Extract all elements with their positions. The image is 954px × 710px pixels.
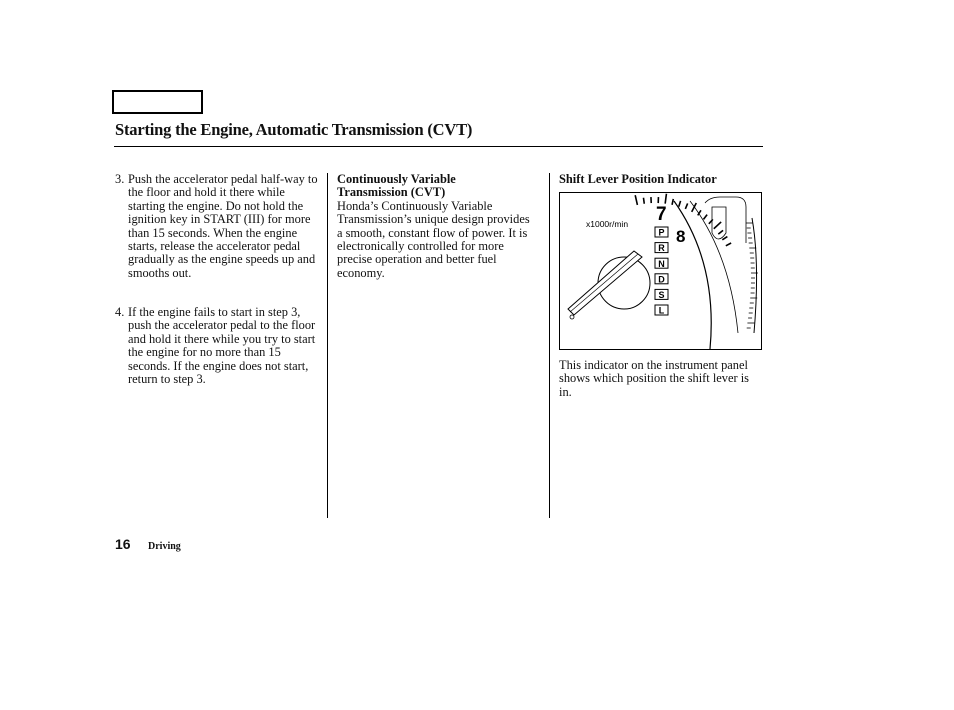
page-title: Starting the Engine, Automatic Transmission (CVT) xyxy=(115,120,473,139)
instrument-panel-figure xyxy=(559,192,762,350)
needle-pivot xyxy=(570,315,574,319)
step-4 xyxy=(115,306,320,386)
tach-inner-arc xyxy=(690,201,738,333)
instrument-panel-illustration xyxy=(560,193,761,349)
svg-text:L: L xyxy=(658,305,665,316)
gear-indicator-s xyxy=(655,289,668,300)
gear-indicator-d xyxy=(655,274,668,285)
cvt-body: Honda’s Continuously Variable Transmission’s unique design provides a smooth, constant flow of power. It is electronically controlled for more precise operation and better fuel economy. xyxy=(337,198,530,280)
shift-indicator-caption: This indicator on the instrument panel shows which position the shift lever is in. xyxy=(559,358,749,399)
step-3-number: 3. xyxy=(115,172,125,186)
svg-text:N: N xyxy=(658,258,665,269)
column-divider-1 xyxy=(327,173,328,518)
tach-number-7: 7 xyxy=(656,204,667,225)
cvt-heading-line2: Transmission (CVT) xyxy=(337,185,446,200)
tach-number-8: 8 xyxy=(676,227,686,246)
column-2 xyxy=(337,173,537,280)
gear-indicator-l xyxy=(655,305,668,316)
step-3 xyxy=(115,173,320,280)
svg-text:S: S xyxy=(658,290,665,300)
cvt-heading-line1: Continuously Variable xyxy=(337,172,456,186)
gear-position-indicators xyxy=(655,227,668,316)
gear-indicator-n xyxy=(655,258,668,269)
svg-text:R: R xyxy=(658,243,665,254)
gauge-window-outline xyxy=(705,197,746,243)
title-rule xyxy=(114,146,763,147)
step-4-text: If the engine fails to start in step 3, push the accelerator pedal to the floor and hold it there while you try to start the engine for no more than 15 seconds. If the engine does not start, return to step 3. xyxy=(128,305,316,387)
right-gauge-arc xyxy=(752,218,757,333)
gear-indicator-p xyxy=(655,227,668,238)
tach-outer-arc xyxy=(674,201,711,349)
page-number: 16 xyxy=(115,536,131,552)
svg-text:D: D xyxy=(658,274,665,285)
section-tab-box xyxy=(112,90,203,114)
step-3-text: Push the accelerator pedal half-way to the floor and hold it there while starting the engine. Do not hold the ignition key in START (III) for more than 15 seconds. When the engine starts, release the accelerator pedal gradually as the engine speeds up and smooths out. xyxy=(128,172,318,280)
svg-text:P: P xyxy=(658,227,665,238)
gear-indicator-r xyxy=(655,243,668,254)
tach-unit-label: x1000r/min xyxy=(586,219,629,229)
step-4-number: 4. xyxy=(115,305,125,319)
column-divider-2 xyxy=(549,173,550,518)
section-label: Driving xyxy=(148,541,181,552)
shift-indicator-heading: Shift Lever Position Indicator xyxy=(559,172,717,186)
